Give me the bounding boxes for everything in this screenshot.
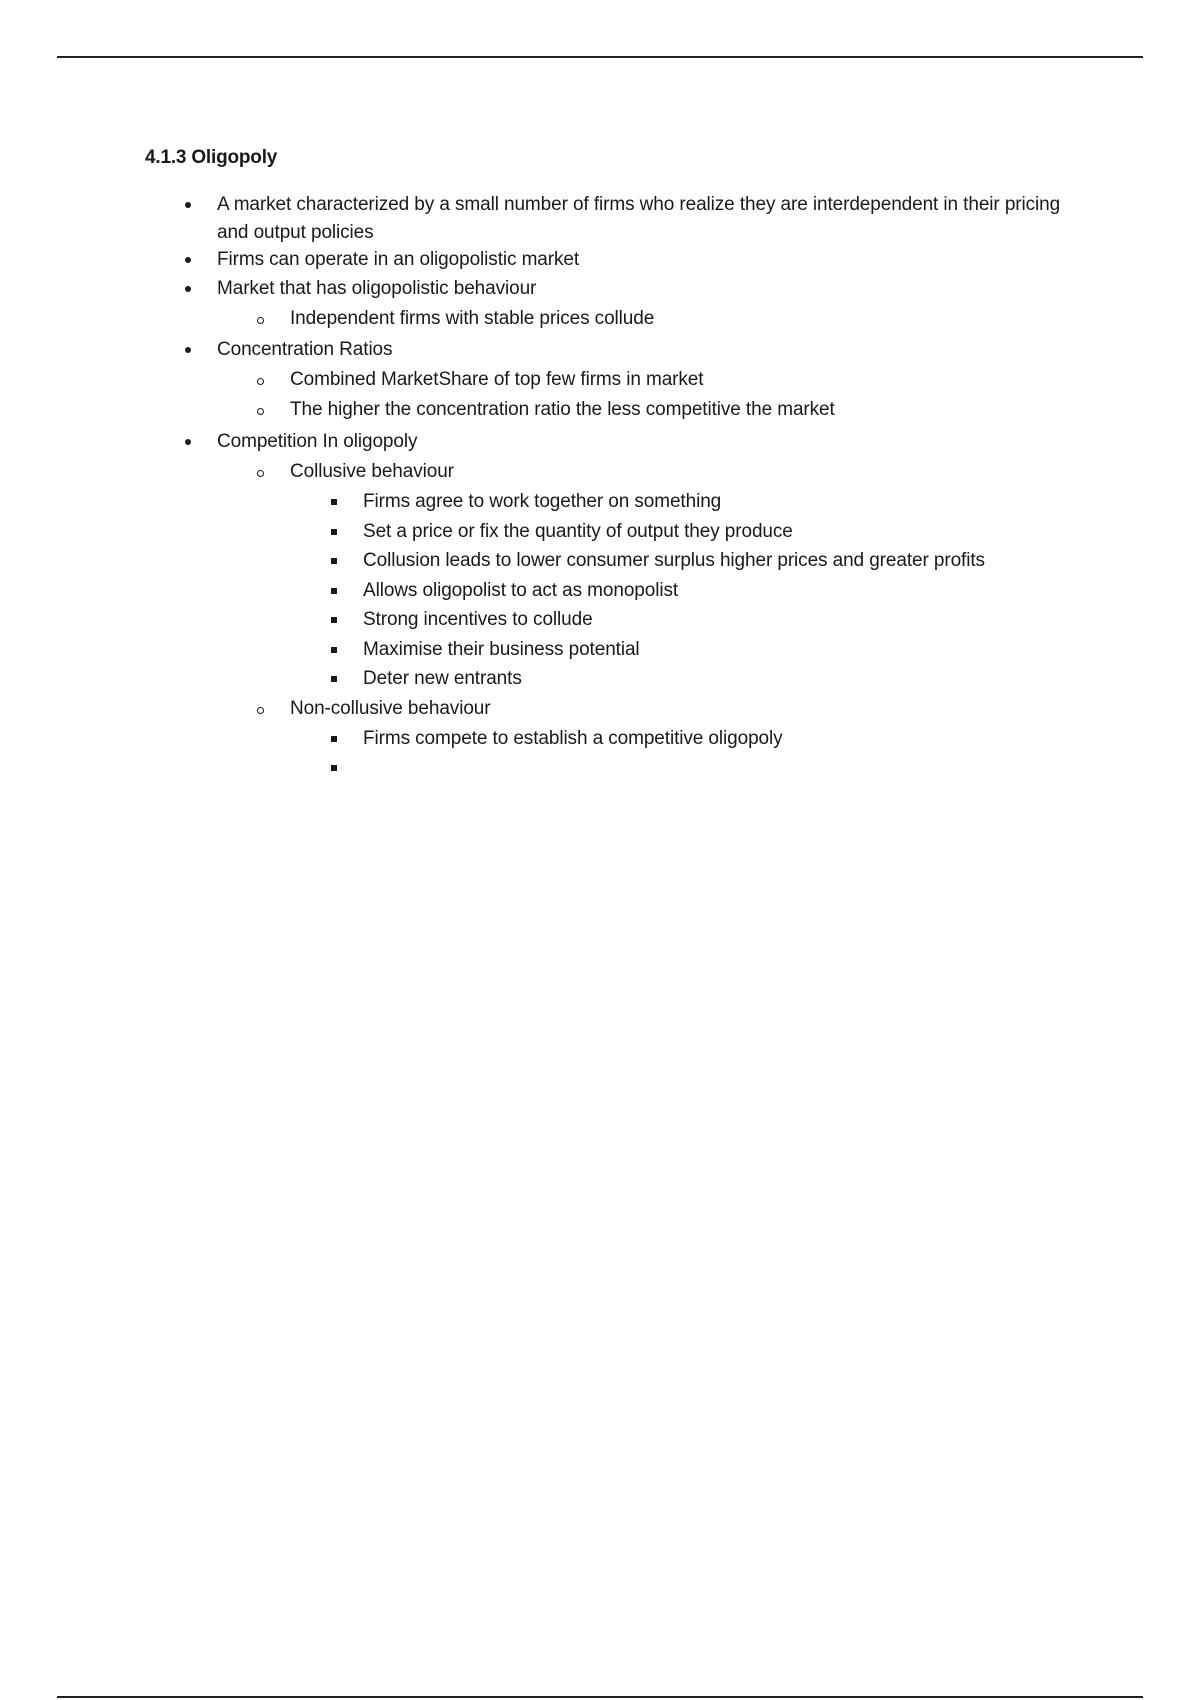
list-item-text: Collusive behaviour	[290, 461, 454, 482]
list-item	[0, 606, 1200, 634]
list-item-text: Firms agree to work together on something	[363, 491, 722, 512]
list-item	[0, 725, 1200, 753]
bullet-square-icon	[331, 529, 337, 535]
list-item-text: Maximise their business potential	[363, 639, 640, 660]
list-item-text: Firms compete to establish a competitive oligopoly	[363, 728, 783, 749]
list-item	[0, 428, 1200, 456]
list-item	[0, 665, 1200, 693]
list-item	[0, 636, 1200, 664]
footer-rule	[57, 1696, 1143, 1698]
list-item	[0, 754, 1200, 782]
bullet-circle-icon	[257, 707, 264, 714]
bullet-square-icon	[331, 499, 337, 505]
list-item-text: Collusion leads to lower consumer surplus higher prices and greater profits	[363, 550, 985, 571]
list-item-text: Allows oligopolist to act as monopolist	[363, 580, 679, 601]
list-item	[0, 305, 1200, 333]
list-item-text: A market characterized by a small number of firms who realize they are interdependent in their pricing and output policies	[217, 194, 1061, 243]
list-item-text: Non-collusive behaviour	[290, 698, 491, 719]
bullet-square-icon	[331, 765, 337, 771]
bullet-square-icon	[331, 617, 337, 623]
list-item	[0, 275, 1200, 303]
bullet-disc-icon	[185, 257, 191, 263]
list-item-text: Strong incentives to collude	[363, 609, 593, 630]
section-heading: 4.1.3 Oligopoly	[145, 147, 278, 168]
bullet-circle-icon	[257, 317, 264, 324]
list-item	[0, 488, 1200, 516]
bullet-circle-icon	[257, 408, 264, 415]
bullet-disc-icon	[185, 202, 191, 208]
list-item-text: Firms can operate in an oligopolistic market	[217, 249, 580, 270]
list-item-text: Deter new entrants	[363, 668, 522, 689]
list-item-text: Independent firms with stable prices collude	[290, 308, 655, 329]
list-item-text: Concentration Ratios	[217, 339, 393, 360]
list-item	[0, 191, 1200, 247]
bullet-square-icon	[331, 736, 337, 742]
bullet-disc-icon	[185, 439, 191, 445]
list-item-text: Market that has oligopolistic behaviour	[217, 278, 537, 299]
list-item-text: Set a price or fix the quantity of output they produce	[363, 521, 793, 542]
bullet-square-icon	[331, 588, 337, 594]
list-item	[0, 458, 1200, 486]
list-item-text: Competition In oligopoly	[217, 431, 418, 452]
bullet-circle-icon	[257, 470, 264, 477]
list-item	[0, 577, 1200, 605]
list-item	[0, 246, 1200, 274]
bullet-disc-icon	[185, 347, 191, 353]
list-item	[0, 547, 1200, 575]
list-item	[0, 366, 1200, 394]
list-item	[0, 336, 1200, 364]
list-item	[0, 695, 1200, 723]
list-item-text: Combined MarketShare of top few firms in market	[290, 369, 704, 390]
header-rule	[57, 56, 1143, 58]
list-item	[0, 396, 1200, 424]
bullet-disc-icon	[185, 286, 191, 292]
bullet-square-icon	[331, 647, 337, 653]
bullet-circle-icon	[257, 378, 264, 385]
list-item-text: The higher the concentration ratio the less competitive the market	[290, 399, 835, 420]
bullet-square-icon	[331, 558, 337, 564]
bullet-square-icon	[331, 676, 337, 682]
list-item	[0, 518, 1200, 546]
